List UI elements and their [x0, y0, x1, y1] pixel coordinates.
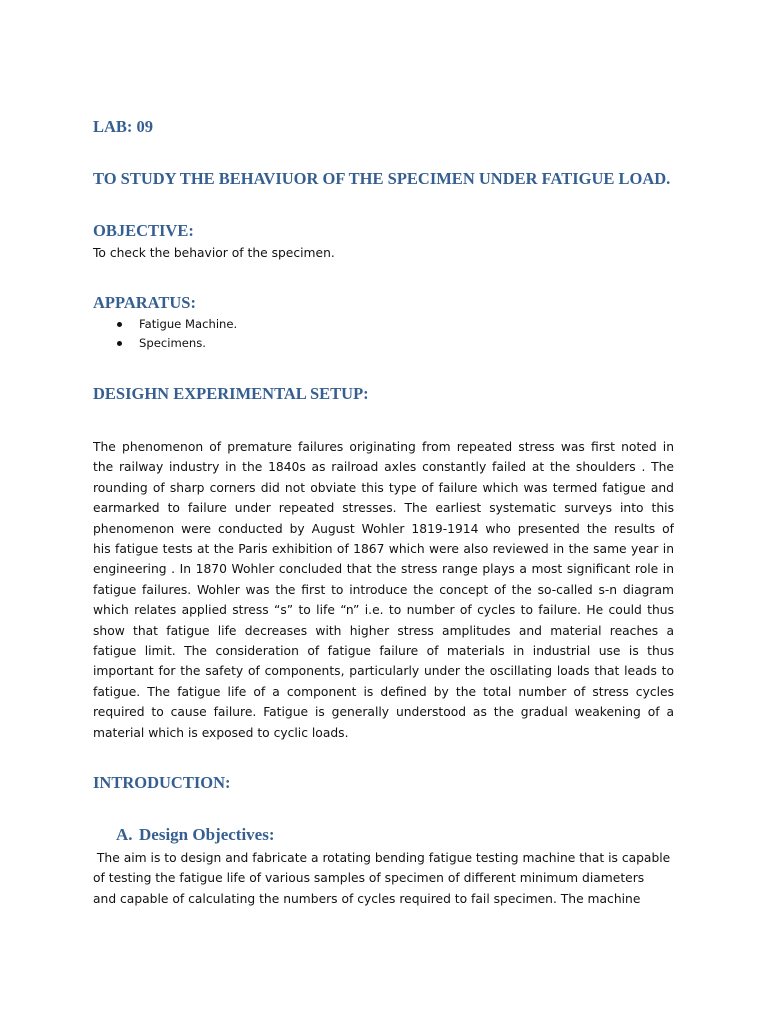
list-item: [115, 315, 237, 334]
objective-heading: OBJECTIVE:: [93, 221, 194, 240]
setup-paragraph: [93, 437, 674, 743]
design-objectives-paragraph: [93, 848, 683, 909]
paragraph-line: engineering . In 1870 Wohler concluded that the stress range plays a most significant role in: [93, 562, 674, 577]
paragraph-line: show that fatigue life decreases with higher stress amplitudes and material reaches a: [93, 623, 674, 638]
paragraph-line: phenomenon were conducted by August Wohler 1819-1914 who presented the results of: [93, 521, 674, 536]
introduction-heading: INTRODUCTION:: [93, 773, 231, 792]
paragraph-line: his fatigue tests at the Paris exhibition of 1867 which were also reviewed in the same year in: [93, 542, 674, 557]
apparatus-list: [115, 315, 237, 353]
setup-heading: DESIGHN EXPERIMENTAL SETUP:: [93, 384, 369, 403]
list-item: [115, 334, 237, 353]
paragraph-line: material which is exposed to cyclic loads.: [93, 725, 349, 740]
experiment-title: TO STUDY THE BEHAVIUOR OF THE SPECIMEN UNDER FATIGUE LOAD.: [93, 169, 671, 188]
apparatus-heading: APPARATUS:: [93, 293, 196, 312]
paragraph-line: of testing the fatigue life of various samples of specimen of different minimum diameters: [93, 871, 645, 886]
paragraph-line: which relates applied stress “s” to life “n” i.e. to number of cycles to failure. He could thus: [93, 603, 674, 618]
bullet-icon: [117, 341, 122, 346]
lab-title: LAB: 09: [93, 117, 154, 136]
objective-text: To check the behavior of the specimen.: [93, 246, 335, 260]
paragraph-line: fatigue failures. Wohler was the first to introduce the concept of the so-called s-n diagram: [93, 582, 674, 597]
list-marker: A.: [116, 825, 133, 844]
paragraph-line: fatigue. The fatigue life of a component is defined by the total number of stress cycles: [93, 684, 674, 699]
paragraph-line: The phenomenon of premature failures originating from repeated stress was first noted in: [93, 440, 674, 454]
paragraph-line: important for the safety of components, particularly under the oscillating loads that leads to: [93, 664, 674, 679]
apparatus-item-label: Fatigue Machine.: [139, 317, 238, 331]
apparatus-item-label: Specimens.: [139, 336, 206, 350]
paragraph-line: fatigue limit. The consideration of fatigue failure of materials in industrial use is thus: [93, 644, 674, 659]
design-objectives-heading: [116, 825, 275, 845]
paragraph-line: the railway industry in the 1840s as railroad axles constantly failed at the shoulders . The: [93, 460, 674, 475]
paragraph-line: required to cause failure. Fatigue is generally understood as the gradual weakening of a: [93, 705, 674, 720]
paragraph-line: earmarked to failure under repeated stresses. The earliest systematic surveys into this: [93, 501, 674, 516]
paragraph-line: rounding of sharp corners did not obviate this type of failure which was termed fatigue and: [93, 480, 674, 495]
bullet-icon: [117, 322, 122, 327]
design-objectives-title: Design Objectives:: [139, 825, 275, 844]
paragraph-line: The aim is to design and fabricate a rotating bending fatigue testing machine that is capable: [93, 851, 671, 865]
paragraph-line: and capable of calculating the numbers of cycles required to fail specimen. The machine: [93, 891, 641, 906]
